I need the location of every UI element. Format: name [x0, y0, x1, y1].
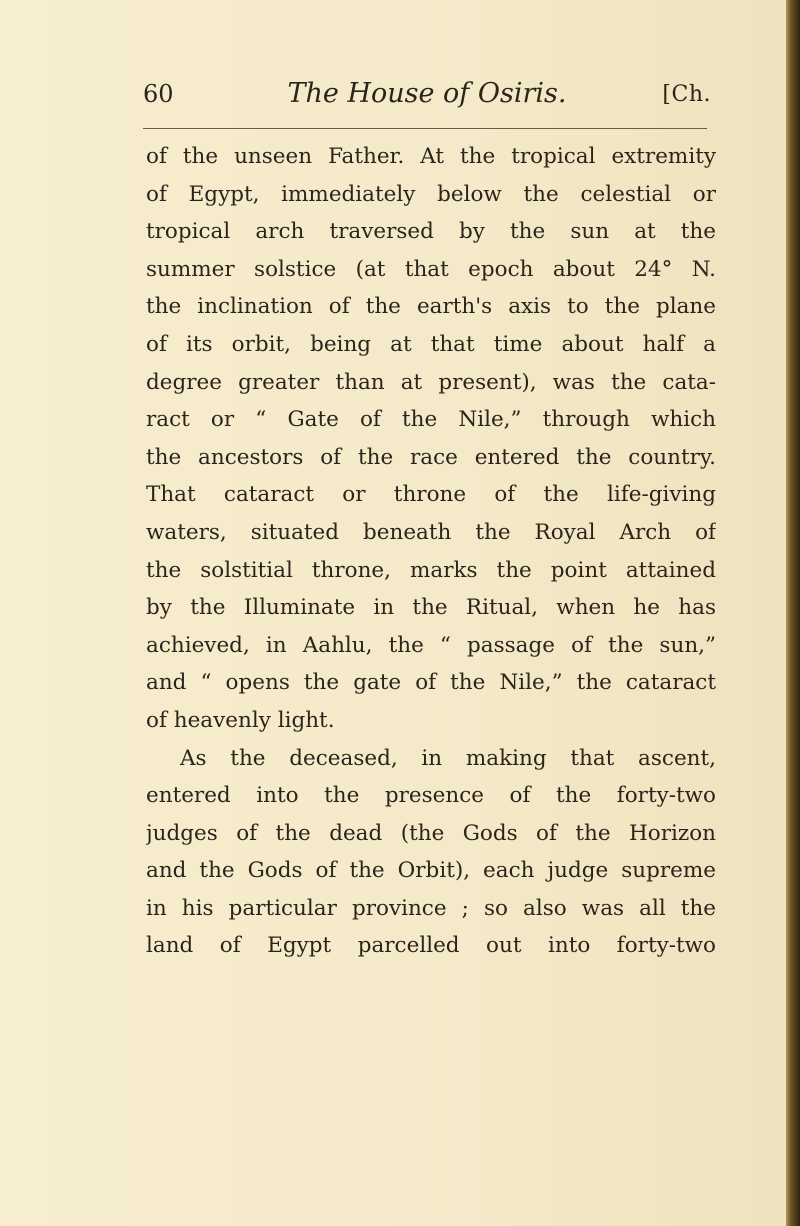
- text-line: in his particular province ; so also was all the: [146, 895, 716, 921]
- chapter-mark: [Ch.: [662, 82, 711, 107]
- text-line: by the Illuminate in the Ritual, when he has: [146, 595, 716, 621]
- text-line: and the Gods of the Orbit), each judge supreme: [146, 858, 716, 884]
- page-number: 60: [143, 80, 174, 108]
- running-title: The House of Osiris.: [287, 78, 567, 109]
- text-line: of its orbit, being at that time about half a: [146, 331, 716, 357]
- text-line: of heavenly light.: [146, 707, 335, 733]
- text-line: That cataract or throne of the life-giving: [146, 482, 716, 508]
- text-line: of the unseen Father. At the tropical extremity: [146, 144, 716, 169]
- text-line: of Egypt, immediately below the celestial or: [146, 181, 716, 207]
- body-text: [146, 138, 716, 965]
- book-binding-edge: [786, 0, 800, 1226]
- text-line: the solstitial throne, marks the point attained: [146, 557, 716, 583]
- text-line: As the deceased, in making that ascent,: [180, 745, 716, 771]
- text-line: judges of the dead (the Gods of the Horizon: [146, 820, 716, 846]
- header-rule: [143, 128, 707, 129]
- text-line: entered into the presence of the forty-two: [146, 783, 716, 809]
- text-line: land of Egypt parcelled out into forty-two: [146, 933, 716, 959]
- text-line: waters, situated beneath the Royal Arch of: [146, 519, 716, 545]
- text-line: the inclination of the earth's axis to the plane: [146, 294, 716, 320]
- text-line: and “ opens the gate of the Nile,” the cataract: [146, 670, 716, 696]
- text-line: tropical arch traversed by the sun at the: [146, 219, 716, 245]
- text-line: ract or “ Gate of the Nile,” through which: [146, 407, 716, 433]
- page-header: [143, 80, 711, 120]
- text-line: the ancestors of the race entered the country.: [146, 444, 716, 470]
- text-line: achieved, in Aahlu, the “ passage of the sun,”: [146, 632, 716, 658]
- text-line: degree greater than at present), was the cata-: [146, 369, 716, 395]
- text-line: summer solstice (at that epoch about 24° N.: [146, 256, 716, 282]
